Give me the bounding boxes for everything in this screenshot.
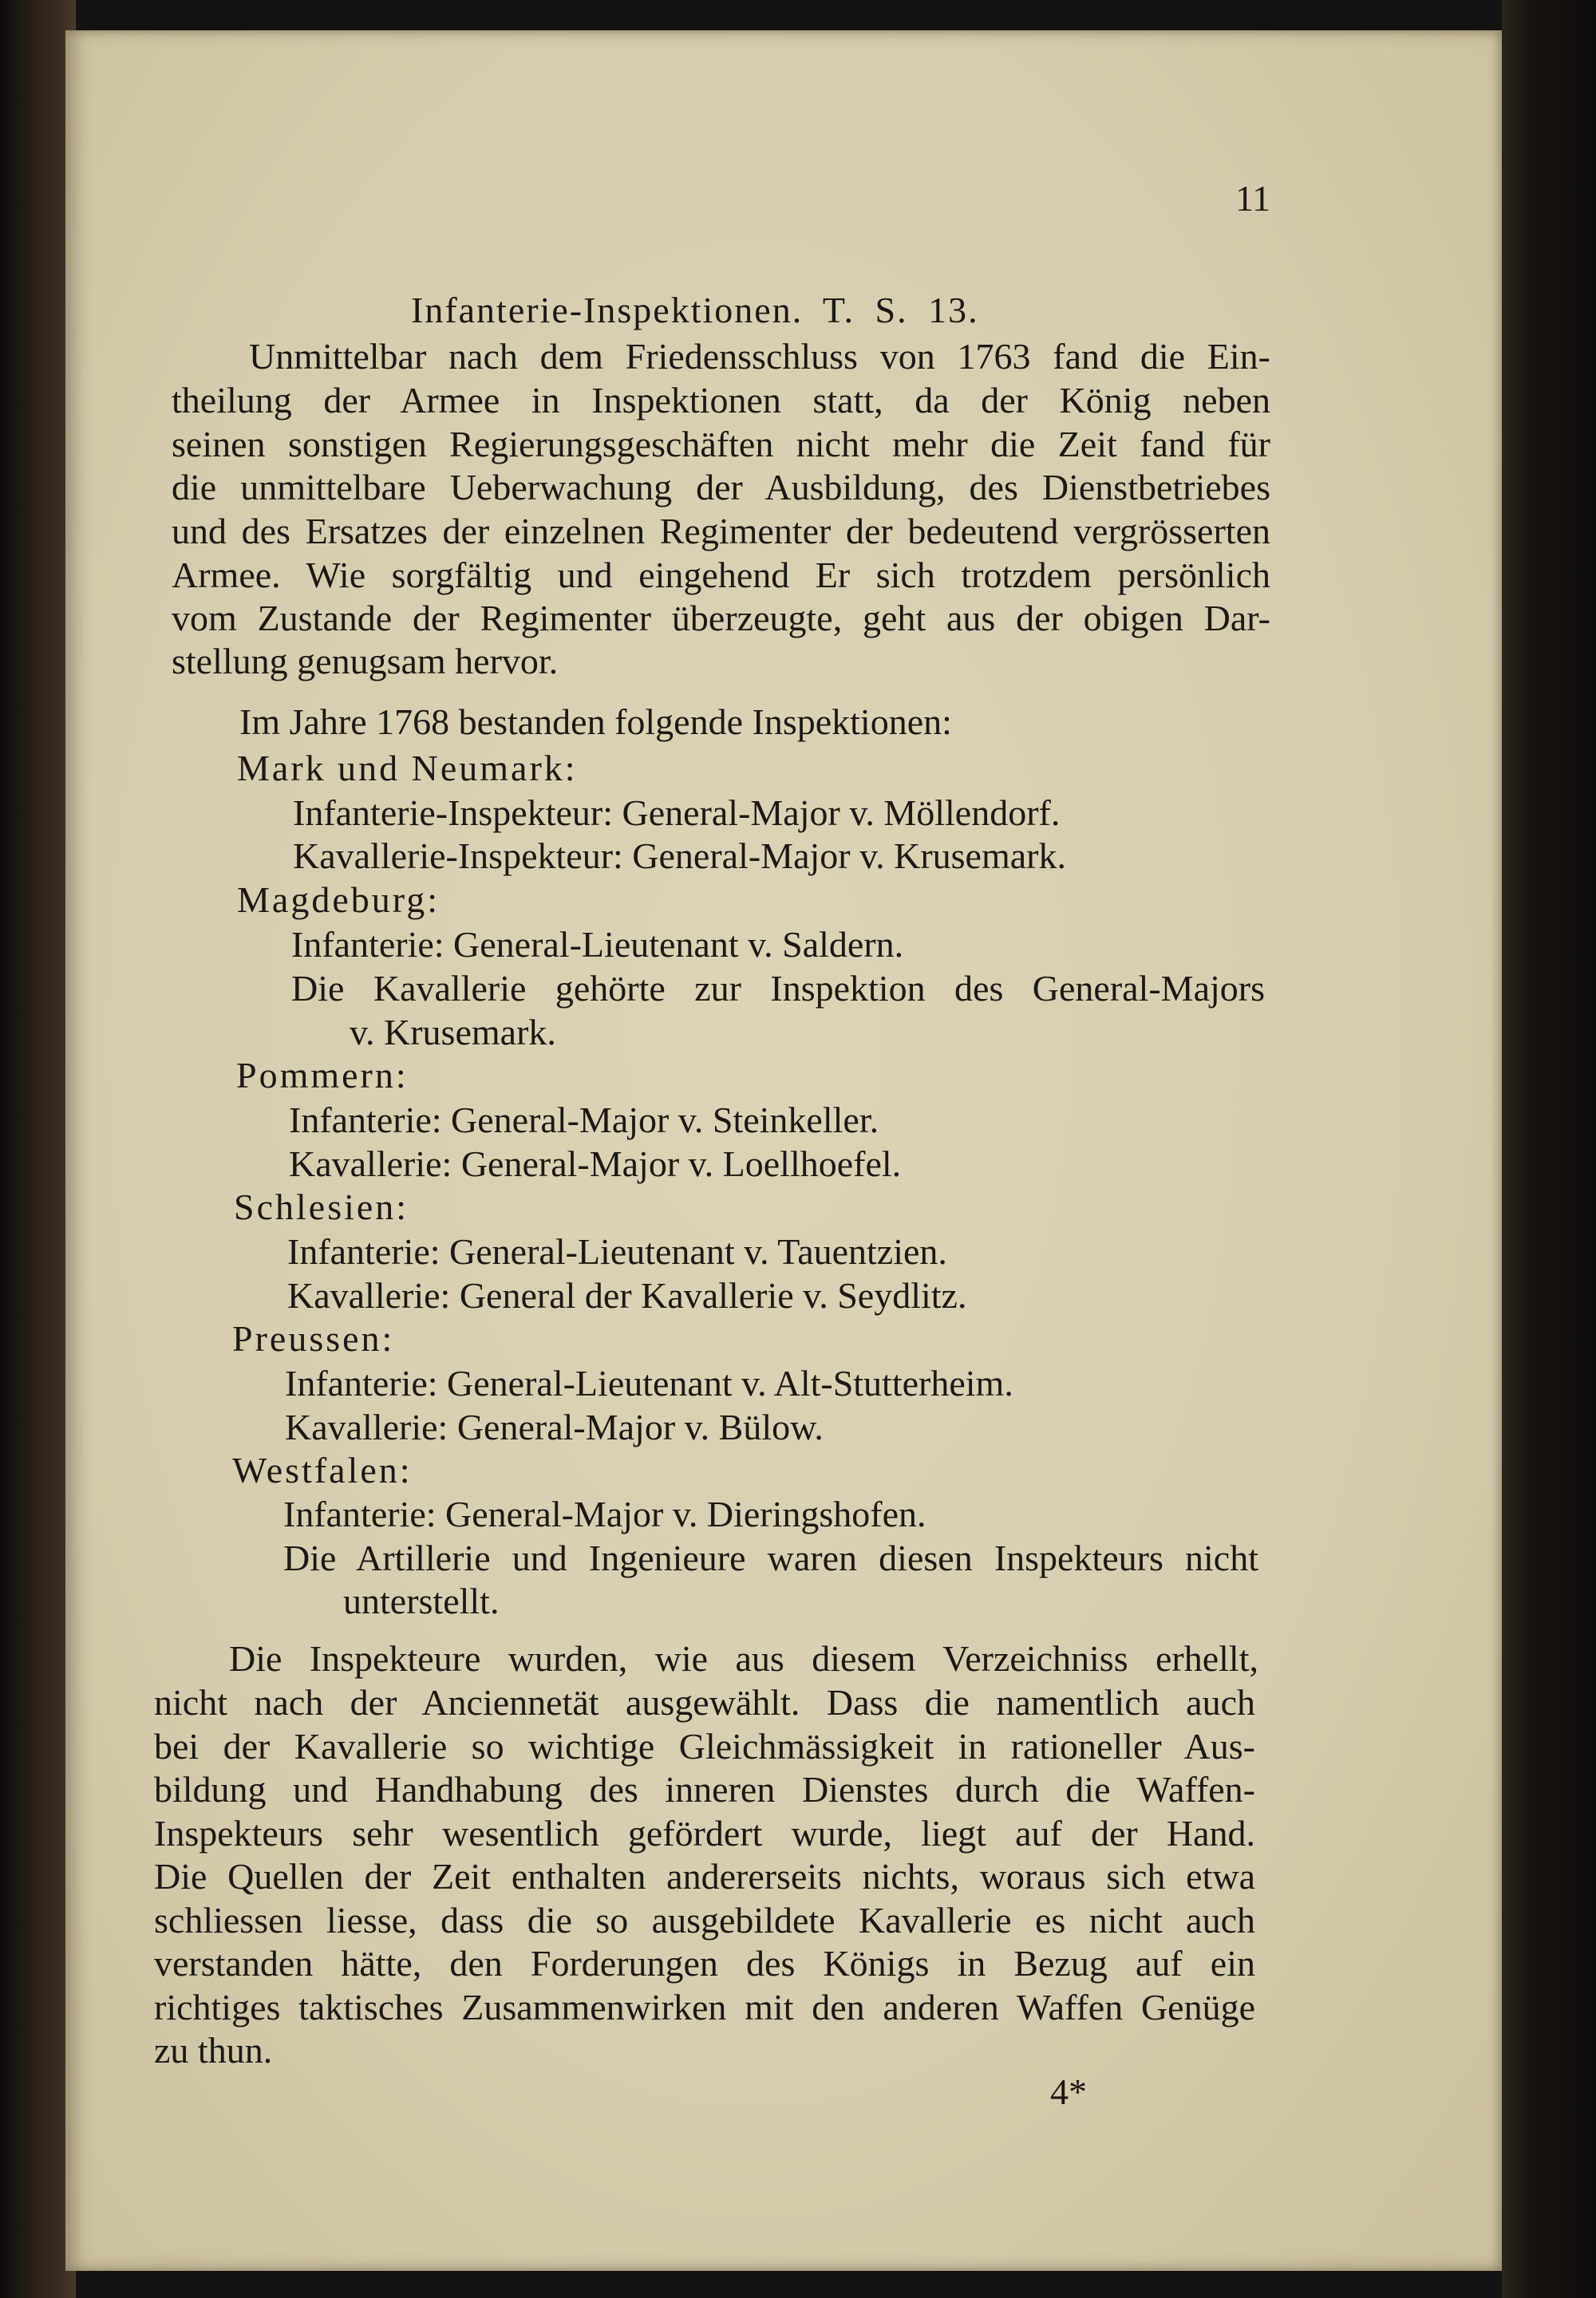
signature-mark: 4* (1050, 2071, 1087, 2112)
region-westfalen-line-3: unterstellt. (343, 1581, 500, 1621)
inspections-intro: Im Jahre 1768 bestanden folgende Inspektionen: (239, 701, 952, 742)
region-pommern-heading: Pommern: (236, 1055, 409, 1096)
paragraph1-line-4: die unmittelbare Ueberwachung der Ausbildung, des Dienstbetriebes (172, 467, 1270, 507)
paragraph1-line-2: theilung der Armee in Inspektionen statt, da der König neben (172, 380, 1270, 421)
region-schlesien-heading: Schlesien: (234, 1187, 409, 1227)
paragraph2-line-8: verstanden hätte, den Forderungen des Königs in Bezug auf ein (154, 1943, 1255, 1984)
paragraph1-line-3: seinen sonstigen Regierungsgeschäften nicht mehr die Zeit fand für (172, 424, 1270, 464)
paragraph1-line-6: Armee. Wie sorgfältig und eingehend Er sich trotzdem persönlich (172, 555, 1270, 595)
page-number: 11 (1235, 178, 1271, 219)
region-mark-heading: Mark und Neumark: (237, 748, 578, 788)
paragraph2-line-5: Inspekteurs sehr wesentlich gefördert wurde, liegt auf der Hand. (154, 1813, 1255, 1854)
region-magdeburg-line-3: v. Krusemark. (350, 1012, 556, 1052)
paragraph1-line-7: vom Zustande der Regimenter überzeugte, geht aus der obigen Dar- (172, 598, 1270, 638)
region-magdeburg-line-1: Infanterie: General-Lieutenant v. Saldern. (291, 924, 904, 965)
region-schlesien-line-2: Kavallerie: General der Kavallerie v. Seydlitz. (287, 1275, 967, 1316)
paragraph2-line-7: schliessen liesse, dass die so ausgebildete Kavallerie es nicht auch (154, 1900, 1255, 1941)
paragraph2-line-6: Die Quellen der Zeit enthalten andererseits nichts, woraus sich etwa (154, 1856, 1255, 1897)
paragraph2-line-4: bildung und Handhabung des inneren Dienstes durch die Waffen- (154, 1769, 1255, 1810)
paragraph2-line-1: Die Inspekteure wurden, wie aus diesem Verzeichniss erhellt, (229, 1638, 1258, 1679)
paragraph2-line-10: zu thun. (154, 2030, 273, 2071)
paragraph1-line-5: und des Ersatzes der einzelnen Regimenter der bedeutend vergrösserten (172, 511, 1270, 551)
region-mark-line-1: Infanterie-Inspekteur: General-Major v. Möllendorf. (293, 792, 1061, 833)
region-mark-line-2: Kavallerie-Inspekteur: General-Major v. Krusemark. (293, 835, 1066, 876)
paragraph2-line-2: nicht nach der Anciennetät ausgewählt. Dass die namentlich auch (154, 1682, 1255, 1723)
section-heading: Infanterie-Inspektionen. T. S. 13. (411, 290, 979, 330)
region-westfalen-line-2: Die Artillerie und Ingenieure waren diesen Inspekteurs nicht (283, 1538, 1258, 1578)
region-pommern-line-2: Kavallerie: General-Major v. Loellhoefel. (289, 1143, 902, 1184)
paragraph2-line-9: richtiges taktisches Zusammenwirken mit den anderen Waffen Genüge (154, 1987, 1255, 2028)
region-preussen-heading: Preussen: (232, 1318, 395, 1359)
region-preussen-line-2: Kavallerie: General-Major v. Bülow. (285, 1407, 824, 1447)
region-magdeburg-heading: Magdeburg: (237, 879, 440, 920)
paragraph1-line-8: stellung genugsam hervor. (172, 641, 559, 681)
region-preussen-line-1: Infanterie: General-Lieutenant v. Alt-Stutterheim. (285, 1363, 1013, 1404)
region-westfalen-heading: Westfalen: (232, 1450, 413, 1491)
paragraph2-line-3: bei der Kavallerie so wichtige Gleichmässigkeit in rationeller Aus- (154, 1726, 1255, 1767)
region-pommern-line-1: Infanterie: General-Major v. Steinkeller. (289, 1100, 879, 1140)
region-magdeburg-line-2: Die Kavallerie gehörte zur Inspektion des General-Majors (291, 968, 1265, 1009)
region-schlesien-line-1: Infanterie: General-Lieutenant v. Tauentzien. (287, 1231, 947, 1272)
region-westfalen-line-1: Infanterie: General-Major v. Dieringshofen. (283, 1494, 926, 1534)
paragraph1-line-1: Unmittelbar nach dem Friedensschluss von 1763 fand die Ein- (249, 336, 1270, 377)
